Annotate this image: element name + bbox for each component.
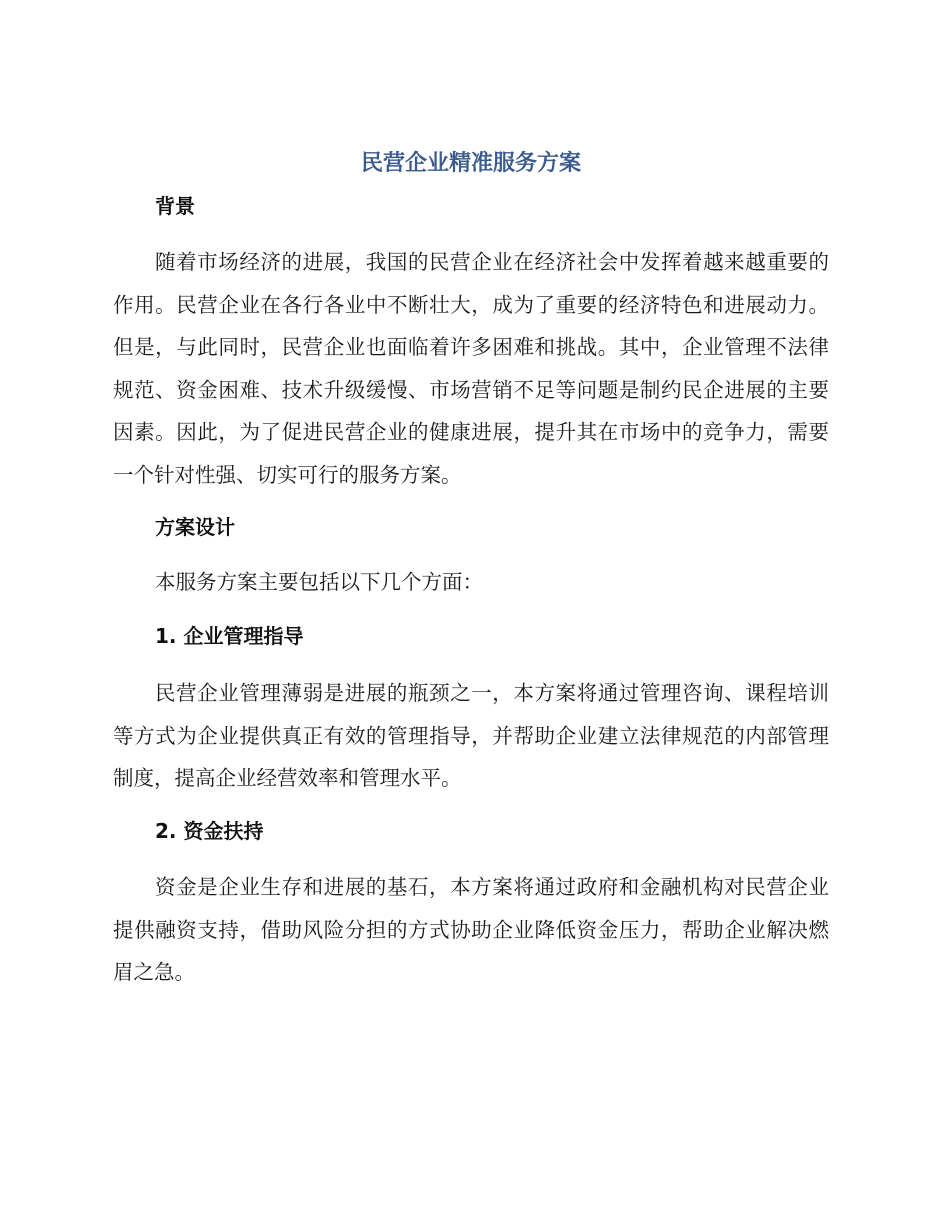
paragraph-management: 民营企业管理薄弱是进展的瓶颈之一，本方案将通过管理咨询、课程培训等方式为企业提供真正有效的管理指导，并帮助企业建立法律规范的内部管理制度，提高企业经营效率和管理水平。 xyxy=(113,681,829,790)
paragraph-design-intro: 本服务方案主要包括以下几个方面： xyxy=(155,570,483,594)
item-heading-funding: 2. 资金扶持 xyxy=(155,819,264,843)
section-heading-design: 方案设计 xyxy=(155,515,235,539)
section-heading-background: 背景 xyxy=(155,194,195,218)
item-heading-management: 1. 企业管理指导 xyxy=(155,624,304,648)
document-title: 民营企业精准服务方案 xyxy=(360,151,581,176)
paragraph-funding: 资金是企业生存和进展的基石，本方案将通过政府和金融机构对民营企业提供融资支持，借助风险分担的方式协助企业降低资金压力，帮助企业解决燃眉之急。 xyxy=(113,875,829,984)
paragraph-background: 随着市场经济的进展，我国的民营企业在经济社会中发挥着越来越重要的作用。民营企业在各行各业中不断壮大，成为了重要的经济特色和进展动力。但是，与此同时，民营企业也面临着许多困难和挑战。其中，企业管理不法律规范、资金困难、技术升级缓慢、市场营销不足等问题是制约民企进展的主要因素。因此，为了促进民营企业的健康进展，提升其在市场中的竞争力，需要一个针对性强、切实可行的服务方案。 xyxy=(113,250,829,487)
